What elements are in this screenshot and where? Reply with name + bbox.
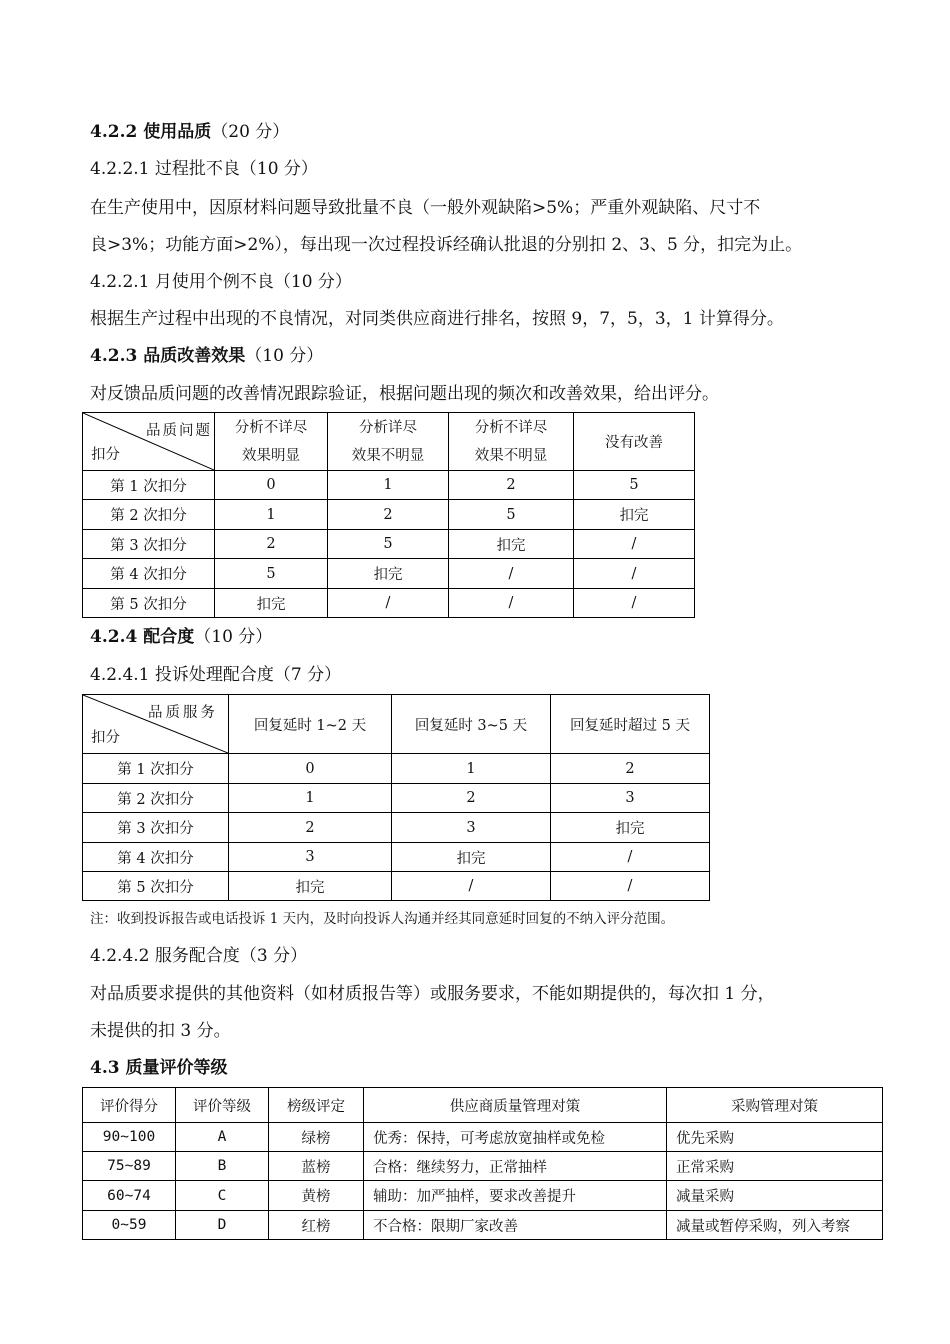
purchase-strategy-cell: 优先采购: [667, 1123, 883, 1152]
quality-grade-table: [82, 1087, 883, 1240]
table-cell: /: [551, 843, 710, 872]
column-header: [215, 413, 328, 471]
heading-text: 4.2.3 品质改善效果: [90, 346, 246, 366]
paragraph-line: 在生产使用中，因原材料问题导致批量不良（一般外观缺陷>5%；严重外观缺陷、尺寸不: [90, 198, 761, 218]
row-label: 第 4 次扣分: [83, 559, 215, 589]
table-cell: 0: [215, 471, 328, 500]
table-cell: 2: [449, 471, 574, 500]
supplier-strategy-cell: 不合格：限期厂家改善: [364, 1211, 667, 1240]
heading-points: （10 分）: [245, 346, 324, 366]
table-cell: /: [574, 589, 695, 618]
column-header: 回复延时 1~2 天: [229, 695, 392, 754]
table-row: [83, 843, 710, 872]
table-row: [83, 589, 695, 618]
grade-cell: A: [176, 1123, 269, 1152]
table-header-row: [83, 1088, 883, 1123]
table-cell: 2: [392, 784, 551, 813]
row-label: 第 5 次扣分: [83, 589, 215, 618]
list-cell: 黄榜: [269, 1181, 364, 1211]
table-cell: /: [574, 559, 695, 589]
table-cell: 1: [392, 754, 551, 784]
subsection-heading-4-2-2-1b: 4.2.2.1 月使用个例不良（10 分）: [90, 272, 352, 292]
column-header: 供应商质量管理对策: [364, 1088, 667, 1123]
corner-bottom-label: 扣分: [91, 447, 120, 463]
paragraph-line: 对反馈品质问题的改善情况跟踪验证，根据问题出现的频次和改善效果，给出评分。: [90, 384, 719, 404]
table-cell: 扣完: [328, 559, 449, 589]
table-row: [83, 1211, 883, 1240]
header-line: 效果不明显: [351, 447, 425, 464]
paragraph-line: 未提供的扣 3 分。: [90, 1021, 231, 1041]
paragraph-line: 对品质要求提供的其他资料（如材质报告等）或服务要求，不能如期提供的，每次扣 1 分，: [90, 984, 775, 1004]
table-row: [83, 872, 710, 901]
table-row: [83, 471, 695, 500]
table-cell: /: [574, 530, 695, 559]
diagonal-corner-cell: [83, 413, 215, 471]
column-header: 回复延时超过 5 天: [551, 695, 710, 754]
table-cell: 5: [574, 471, 695, 500]
row-label: 第 3 次扣分: [83, 813, 229, 843]
row-label: 第 2 次扣分: [83, 500, 215, 530]
table-cell: 3: [392, 813, 551, 843]
table-cell: /: [449, 589, 574, 618]
table-cell: 扣完: [449, 530, 574, 559]
header-line: 效果明显: [242, 447, 300, 464]
column-header: 回复延时 3~5 天: [392, 695, 551, 754]
paragraph-line: 根据生产过程中出现的不良情况，对同类供应商进行排名，按照 9，7，5，3，1 计算得分。: [90, 309, 784, 329]
table-cell: 扣完: [574, 500, 695, 530]
table-cell: 1: [328, 471, 449, 500]
grade-cell: B: [176, 1152, 269, 1181]
row-label: 第 3 次扣分: [83, 530, 215, 559]
row-label: 第 4 次扣分: [83, 843, 229, 872]
column-header: 评价得分: [83, 1088, 176, 1123]
list-cell: 绿榜: [269, 1123, 364, 1152]
header-line: 效果不明显: [474, 447, 548, 464]
corner-bottom-label: 扣分: [91, 730, 120, 746]
purchase-strategy-cell: 减量或暂停采购，列入考察: [667, 1211, 883, 1240]
table-cell: 2: [328, 500, 449, 530]
column-header: [449, 413, 574, 471]
improvement-deduction-table: [82, 412, 695, 618]
table-cell: 扣完: [551, 813, 710, 843]
corner-top-label: 品质服务: [148, 705, 218, 721]
score-cell: 75~89: [83, 1152, 176, 1181]
table-cell: 扣完: [229, 872, 392, 901]
table-cell: 2: [551, 754, 710, 784]
table-row: [83, 754, 710, 784]
table-header-row: [83, 413, 695, 471]
table-footnote: 注：收到投诉报告或电话投诉 1 天内，及时向投诉人沟通并经其同意延时回复的不纳入评分范围。: [90, 911, 675, 927]
table-row: [83, 559, 695, 589]
table-row: [83, 500, 695, 530]
table-cell: 2: [215, 530, 328, 559]
supplier-strategy-cell: 优秀：保持，可考虑放宽抽样或免检: [364, 1123, 667, 1152]
row-label: 第 5 次扣分: [83, 872, 229, 901]
column-header: 采购管理对策: [667, 1088, 883, 1123]
list-cell: 红榜: [269, 1211, 364, 1240]
list-cell: 蓝榜: [269, 1152, 364, 1181]
section-heading-4-2-4: [90, 626, 272, 648]
table-row: [83, 813, 710, 843]
supplier-strategy-cell: 辅助：加严抽样，要求改善提升: [364, 1181, 667, 1211]
section-heading-4-2-2: [90, 121, 289, 143]
row-label: 第 1 次扣分: [83, 754, 229, 784]
table-row: [83, 784, 710, 813]
table-cell: 1: [215, 500, 328, 530]
subsection-heading-4-2-4-1: 4.2.4.1 投诉处理配合度（7 分）: [90, 665, 342, 685]
table-cell: 5: [215, 559, 328, 589]
table-row: [83, 1152, 883, 1181]
table-cell: 0: [229, 754, 392, 784]
table-header-row: [83, 695, 710, 754]
column-header: 评价等级: [176, 1088, 269, 1123]
table-cell: 3: [229, 843, 392, 872]
column-header: 没有改善: [574, 413, 695, 471]
table-cell: 扣完: [392, 843, 551, 872]
grade-cell: D: [176, 1211, 269, 1240]
table-cell: /: [328, 589, 449, 618]
table-row: [83, 1181, 883, 1211]
heading-points: （20 分）: [211, 122, 290, 142]
heading-points: （10 分）: [194, 627, 273, 647]
purchase-strategy-cell: 正常采购: [667, 1152, 883, 1181]
table-cell: 5: [328, 530, 449, 559]
table-cell: 3: [551, 784, 710, 813]
row-label: 第 2 次扣分: [83, 784, 229, 813]
table-cell: /: [551, 872, 710, 901]
table-row: [83, 1123, 883, 1152]
table-row: [83, 530, 695, 559]
paragraph-line: 良>3%；功能方面>2%），每出现一次过程投诉经确认批退的分别扣 2、3、5 分，扣完为止。: [90, 235, 803, 255]
section-heading-4-2-3: [90, 345, 323, 367]
purchase-strategy-cell: 减量采购: [667, 1181, 883, 1211]
table-cell: 2: [229, 813, 392, 843]
subsection-heading-4-2-2-1a: 4.2.2.1 过程批不良（10 分）: [90, 159, 318, 179]
table-cell: /: [392, 872, 551, 901]
supplier-strategy-cell: 合格：继续努力，正常抽样: [364, 1152, 667, 1181]
header-line: 分析不详尽: [234, 419, 308, 436]
heading-text: 4.2.2 使用品质: [90, 122, 212, 142]
column-header: [328, 413, 449, 471]
subsection-heading-4-2-4-2: 4.2.4.2 服务配合度（3 分）: [90, 946, 308, 966]
table-cell: /: [449, 559, 574, 589]
corner-top-label: 品质问题: [146, 423, 212, 439]
section-heading-4-3: 4.3 质量评价等级: [90, 1058, 228, 1078]
header-line: 分析详尽: [359, 419, 417, 436]
column-header: 榜级评定: [269, 1088, 364, 1123]
grade-cell: C: [176, 1181, 269, 1211]
heading-text: 4.2.4 配合度: [90, 627, 195, 647]
score-cell: 0~59: [83, 1211, 176, 1240]
table-cell: 1: [229, 784, 392, 813]
diagonal-corner-cell: [83, 695, 229, 754]
row-label: 第 1 次扣分: [83, 471, 215, 500]
header-line: 分析不详尽: [474, 419, 548, 436]
score-cell: 90~100: [83, 1123, 176, 1152]
complaint-response-table: [82, 694, 710, 901]
table-cell: 扣完: [215, 589, 328, 618]
score-cell: 60~74: [83, 1181, 176, 1211]
table-cell: 5: [449, 500, 574, 530]
